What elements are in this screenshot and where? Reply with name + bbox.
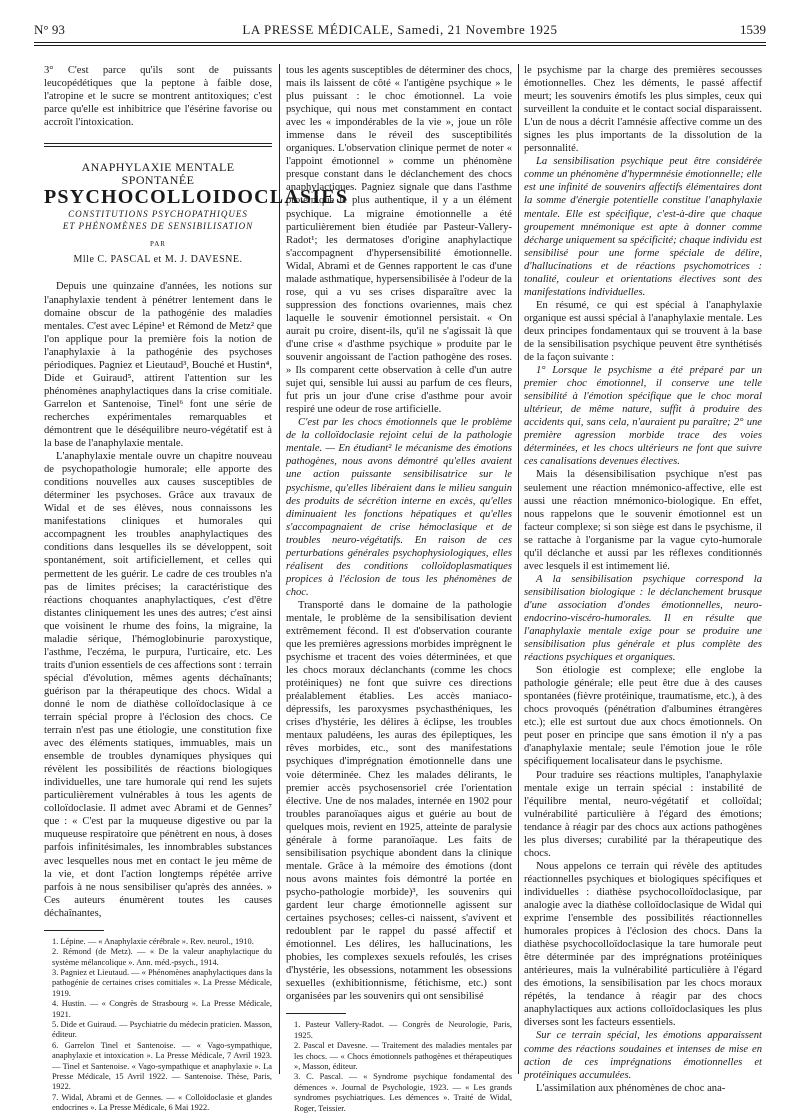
article-subtitle: ET PHÉNOMÈNES DE SENSIBILISATION — [62, 221, 254, 232]
body-paragraph: L'anaphylaxie mentale ouvre un chapitre nouveau de psychopathologie humorale; elle apporte des conditions nouvelles aux causes susceptibles de déterminer les psychoses. Grâce aux travaux de Widal et de ses élèves, nous connaissons les manifestations cliniques et humorales qui accompagnent les troubles anaphylactiques des conditions dans lesquelles ils se développent, soit spontanément, soit artificiellement, et celles qui permettent de les guérir. Le cadre de ces troubles n'a pas de limites précises; la caractéristique des réactions choquantes anaphylactiques, c'est d'être distantes cliniquement les unes des autres; c'est ainsi que voisinent le rhume des foins, la migraine, la maladie sérique, l'hémoglobinurie paroxystique, l'asthme, l'eczéma, le purpura, l'urticaire, etc. Les traits d'union essentiels de ces affections sont : terrain spécial d'évolution, mêmes agents déchaînants; guérison par la thérapeutique des chocs. Widal a donné le nom de diathèse colloïdoclasique à ce terrain spécial propre à l'éclosion des chocs. Ce terrain n'est pas une étiologie, une constitution fixe avec des éléments statiques, immuables, mais un ensemble de troubles dynamiques physiques qui révèlent les possibilités de réactions biologiques individuelles, une tare humorale qui rend les sujets particulièrement vulnérables à tous les agents de colloïdoclasie. Il admet avec Abrami et de Gennes⁷ que : « C'est par la muqueuse digestive ou par la muqueuse respiratoire que pénètrent en nous, à doses parfois infinitésimales, les innombrables substances avec lesquelles nous met en contact le jeu même de la vie, et dont l'action longtemps répétée arrive parfois à ne nous sensibiliser qu'après des années. » Ces auteurs énumèrent toutes les causes déchaînantes, — [44, 451, 272, 919]
body-paragraph: Transporté dans le domaine de la pathologie mentale, le problème de la sensibilisation devient extrêmement fécond. Il est d'observation courante que les premières agressions morbides imprègnent le psychisme et tracent des voies déterminées, et que les chocs moraux déclanchants (comme les chocs protéiniques) ne font que suivre ces directions préalablement établies. Les accès maniaco-dépressifs, les paroxysmes psychasthéniques, les crises d'hystérie, les délires à éclipse, les troubles mentaux paludéens, les auras des épileptiques, les rêves morbides, etc., sont des manifestations psychiques d'imprégnation émotionnelle dans une voie déterminée. Chez les malades délirants, le premier accès psychosensoriel crée l'orientation élective. Une de nos malades, internée en 1902 pour troubles paranoïaques aigus et guérie au bout de quelques mois, revient en 1925, atteinte de paralysie générale à forme paranoïaque. Les faits de sensibilisation psychique abondent dans la clinique mentale. Grâce à la mémoire des émotions (dont nous avons maintes fois démontré la portée en psycho-pathologie morbide)³, les souvenirs qui gardent leur charge émotionnelle agissent sur certaines psychoses; celles-ci naissent, s'avivent et redoublent par le rappel du passé affectif et émotionnel. Les délires, les hallucinations, les phobies, les complexes sexuels refoulés, les crises d'hystérie, les obsessions, notamment les obsessions sexuelles (exhibitionnisme, fétichisme, etc.) sont organisées par les souvenirs qui ont sensibilisé — [286, 599, 512, 1003]
intro-paragraph: 3° C'est parce qu'ils sont de puissants leucopédétiques que la peptone à faible dose, l'atropine et le sucre se montrent antitoxiques; c'est parce qu'elle est inhibitrice que l'ésérine favorise ou accroît l'intoxication. — [44, 65, 272, 129]
authors: Mlle C. PASCAL et M. J. DAVESNE. — [73, 254, 243, 266]
footnote-rule — [286, 1013, 346, 1014]
footnote: 1. Lépine. — « Anaphylaxie cérébrale ». Rev. neurol., 1910. — [52, 936, 254, 946]
body-paragraph: Depuis une quinzaine d'années, les notions sur l'anaphylaxie tendent à pénétrer lentement dans le domaine obscur de la pathogénie des maladies mentales. C'est avec Lépine¹ et Rémond de Metz² que l'on applique pour la première fois la notion de l'anaphylaxie à la pathogénie des psychoses périodiques. Pagniez et Lieutaud³, Bouché et Hustin⁴, Dide et Guiraud⁵, attirent l'attention sur les phénomènes anaphylactiques dans la crise comitiale. Garrelon et Santenoise, Tinel⁶ font une série de recherches expérimentales remarquables et démontrent que le déséquilibre neuro-végétatif est à la base de l'anaphylaxie mentale. — [44, 281, 273, 450]
body-paragraph: Pour traduire ses réactions multiples, l'anaphylaxie mentale exige un terrain spécial : instabilité de l'équilibre mental, neuro-végétatif et colloïdal; vulnérabilité particulière à l'égard des émotions; tendance à réagir par des chocs aux actions pathogènes les plus diverses; curabilité par la thérapeutique des chocs. — [524, 769, 762, 859]
header-rule-bottom — [34, 45, 766, 46]
column-separator — [279, 64, 280, 1074]
article-title: PSYCHOCOLLOIDOCLASIES — [44, 186, 349, 209]
body-paragraph: Nous appelons ce terrain qui révèle des aptitudes réactionnelles psychiques et biologiques spécifiques et individuelles : diathèse psychocolloïdoclasique, par analogie avec la diathèse colloïdoclasique de Widal qui exprime l'ensemble des possibilités réactionnelles humorales propices à l'éclosion des chocs. Dans la diathèse psychocolloïdoclasique la tare humorale peut être déterminée par des imprégnations protéiniques antérieures, mais la vulnérabilité particulière à l'égard des émotions, la sensibilisation par les chocs moraux répétés, la tendance à réagir par des chocs anaphylactiques aux actions colloïdoclasiques les plus diverses sont les facteurs essentiels. — [524, 860, 762, 1029]
footnote: 6. Garrelon Tinel et Santenoise. — « Vago-sympathique, anaphylaxie et intoxication ». La Presse Médicale, 7 Avril 1923. — Tinel et Santenoise. « Vago-sympathique et anaphylaxie ». La Presse Médicale, 15 Avril 1922. — Santenoise. Thèse, Paris, 1922. — [52, 1040, 272, 1092]
title-rule — [44, 146, 272, 147]
footnote: 4. Hustin. — « Congrès de Strasbourg ». La Presse Médicale, 1921. — [52, 999, 272, 1019]
journal-title: LA PRESSE MÉDICALE, Samedi, 21 Novembre 1925 — [242, 22, 558, 37]
body-paragraph: tous les agents susceptibles de déterminer des chocs, mais ils laissent de côté « l'antigène psychique » le plus puissant : le choc émotionnel. La voie psychique, qui nous met constamment en contact avec les « impondérables de la vie », joue un rôle immense dans le réveil des susceptibilités organiques. L'observation clinique permet de noter « l'appoint émotionnel » comme un phénomène presque constant dans le déclanchement des chocs anaphylactiques. Pagniez signale que dans l'asthme protéinique le plus authentique, il y a un élément psychique. La migraine émotionnelle a été particulièrement bien étudiée par Pasteur-Vallery-Radot¹; les dermatoses d'origine anaphylactique s'accompagnent d'hypersensibilité émotionnelle. Widal, Abrami et de Gennes rapportent le cas d'une malade asthmatique, hypersensibilisée à l'odeur de la rose, qui a vu ses crises disparaître avec la suppression des fonctions ovariennes, mais chez laquelle le souvenir émotionnel persistait. « On aurait pu croire, disent-ils, qu'il ne s'agissait là que d'une crise « d'asthme psychique » produite par le souvenir angoissant de l'action pathogène des roses. » Ils comparent cette observation à celle d'un autre sujet qui, sensible lui aussi au parfum de ces fleurs, fut pris un jour d'une crise d'asthme pour avoir respiré une odeur de rose artificielle. — [286, 65, 512, 416]
body-paragraph: Mais la désensibilisation psychique n'est pas seulement une réaction mnémonico-affective, elle est aussi une réaction mnémonico-biologique. En effet, nous rappelons que le souvenir émotionnel est un facteur complexe; si son siège est dans le psychisme, il se rattache à l'organisme par la vague cyto-humorale qu'il déclanche et aussi par les réflexes conditionnés avec lesquels il est intimement lié. — [524, 469, 762, 572]
issue-number: N° 93 — [34, 22, 65, 37]
body-paragraph: 1° Lorsque le psychisme a été préparé par un premier choc émotionnel, il conserve une telle sensibilité à l'émotion spécifique que le choc moral ultérieur, de même nature, suffit à produire des accidents qui, sans cela, n'auraient pu paraître; 2° une première agression morbide trace des voies déterminées, et les chocs ultérieurs ne font que suivre ces canalisations devenues électives. — [524, 365, 762, 468]
footnote: 5. Dide et Guiraud. — Psychiatrie du médecin praticien. Masson, éditeur. — [52, 1020, 272, 1040]
page-header — [34, 22, 766, 42]
page-number: 1539 — [740, 22, 766, 37]
body-paragraph: L'assimilation aux phénomènes de choc ana- — [536, 1082, 726, 1094]
body-paragraph: Son étiologie est complexe; elle englobe la pathologie générale; elle peut être due à des causes spontanées (fièvre protéinique, traumatisme, etc.), à des chocs provoqués (pénétration d'albumines étrangères etc.); elle est surtout due aux chocs émotionnels. On peut poser en principe que sans émotion il n'y a pas d'anaphylaxie mentale; seule l'émotion joue le rôle spécifiquement localisateur dans le psychisme. — [524, 665, 762, 768]
footnote: 2. Rémond (de Metz). — « De la valeur anaphylactique du système mélancolique ». Ann. méd.-psych., 1914. — [52, 947, 272, 967]
footnote: 7. Widal, Abrami et de Gennes. — « Colloïdoclasie et glandes endocrines ». La Presse Médicale, 6 Mai 1922. — [52, 1092, 272, 1113]
footnote: 3. C. Pascal. — « Syndrome psychique fondamental des démences ». Journal de Psychologie, 1923. — « Les grands syndromes psychiatriques. Les démences ». Traité de Widal, Roger, Teissier. — [294, 1072, 512, 1113]
column-left — [44, 64, 349, 1113]
body-paragraph: A la sensibilisation psychique correspond la sensibilisation biologique : le déclanchement brusque d'une association d'ondes émotionnelles, neuro-endocrino-viscéro-humorales. Il en résulte que l'anaphylaxie mentale exige pour se produire une sensibilisation plus générale et plus complète des réactions psychiques et organiques. — [524, 573, 762, 664]
article-subtitle: CONSTITUTIONS PSYCHOPATHIQUES — [68, 209, 248, 220]
column-right — [524, 64, 762, 1094]
body-paragraph: C'est par les chocs émotionnels que le problème de la colloïdoclasie rejoint celui de la pathologie mentale. — En étudiant² le mécanisme des émotions pathogènes, nous avons démontré qu'elles avaient une action puissante sensibilisatrice sur le psychisme, qu'elles libéraient dans le milieu sanguin des produits de sécrétion interne en excès, qu'elles diminuaient les fonctions hépatiques et qu'elles s'accompagnaient de crise hémoclasique et de troubles neuro-végétatifs. En raison de ces perturbations générales psychophysiologiques, elles réalisent des conditions colloïdoplasmatiques propices à l'éclosion de tous les phénomènes de choc. — [286, 417, 512, 598]
column-middle — [286, 64, 512, 1113]
body-paragraph: En résumé, ce qui est spécial à l'anaphylaxie organique est aussi spécial à l'anaphylaxie mentale. Les deux principes fondamentaux qui se trouvent à la base de la sensibilisation psychique peuvent être synthétisés de la façon suivante : — [524, 299, 762, 364]
title-rule — [44, 143, 272, 144]
footnote-rule — [44, 930, 104, 931]
footnote: 1. Pasteur Vallery-Radot. — Congrès de Neurologie, Paris, 1925. — [294, 1020, 512, 1040]
body-paragraph: le psychisme par la charge des premières secousses émotionnelles. Chez les déments, le passé affectif meurt; les souvenirs émotifs les plus simples, ceux qui surveillent la conduite et le contact social disparaissent. L'un de nous a décrit l'amnésie affective comme un des signes les plus importants de la dissolution de la personnalité. — [524, 65, 762, 155]
article-head: ANAPHYLAXIE MENTALE SPONTANÉE — [81, 160, 235, 188]
footnote: 3. Pagniez et Lieutaud. — « Phénomènes anaphylactiques dans la pathogénie de certaines crises comitiales ». La Presse Médicale, 1919. — [52, 967, 272, 998]
body-paragraph: La sensibilisation psychique peut être considérée comme un phénomène d'hypermnésie émotionnelle; elle est une infinité de souvenirs affectifs élémentaires dont la somme d'énergie potentielle constitue l'anaphylaxie mentale. Elle est spécifique, c'est-à-dire que chaque groupement mnémonique est apte à donner comme décharge uniquement sa spécificité; chaque individu est sensibilisé pour une forme spéciale de délire, d'hallucinations et de réactions psychomotrices : tonalité, couleur et orientations électives sont des manifestations individuelles. — [524, 156, 762, 298]
byline-par: PAR — [150, 240, 166, 249]
body-paragraph: Sur ce terrain spécial, les émotions apparaissent comme des réactions soudaines et intenses de mise en action de ces imprégnations émotionnelles et protéiniques accumulées. — [524, 1030, 762, 1081]
footnote: 2. Pascal et Davesne. — Traitement des maladies mentales par les chocs. — « Chocs émotionnels pathogènes et thérapeutiques », Masson, éditeur. — [294, 1041, 512, 1071]
header-rule-top — [34, 42, 766, 43]
article-title-block — [44, 143, 349, 266]
column-separator — [518, 64, 519, 1074]
